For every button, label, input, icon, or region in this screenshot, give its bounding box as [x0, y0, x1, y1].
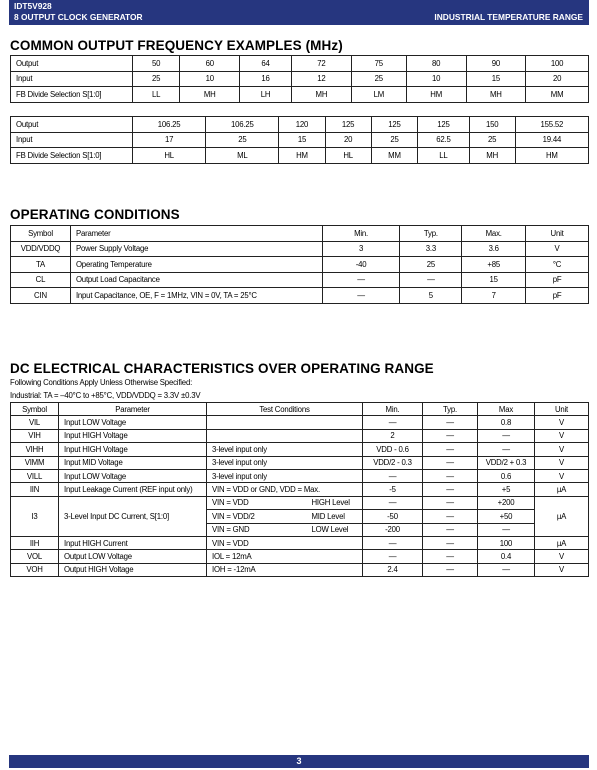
table-row	[11, 469, 589, 482]
table-row	[11, 563, 589, 576]
typ-cell: —	[423, 483, 478, 496]
header-row	[11, 403, 589, 416]
condition-cell: VIN = GND	[207, 523, 307, 536]
min-cell: —	[363, 416, 423, 429]
operating-conditions-title: OPERATING CONDITIONS	[10, 207, 180, 222]
freq-value: 64	[240, 56, 292, 72]
freq-value: 106.25	[206, 117, 279, 133]
symbol-cell: VIHH	[11, 443, 59, 456]
row-label: FB Divide Selection S[1:0]	[11, 87, 133, 103]
max-cell: +50	[478, 510, 535, 523]
freq-value: 10	[180, 71, 240, 87]
freq-value: ML	[206, 148, 279, 164]
parameter-cell: 3-Level Input DC Current, S[1:0]	[59, 496, 207, 536]
table-cell: 3.3	[400, 241, 462, 257]
column-header: Symbol	[11, 403, 59, 416]
symbol-cell: VDD/VDDQ	[11, 241, 71, 257]
freq-row	[11, 71, 589, 87]
column-header: Unit	[526, 226, 589, 242]
table-cell: —	[322, 272, 400, 288]
dc-characteristics-table	[10, 402, 589, 577]
freq-row	[11, 56, 589, 72]
typ-cell: —	[423, 416, 478, 429]
page-number: 3	[296, 756, 302, 766]
freq-value: 10	[406, 71, 466, 87]
freq-value: MH	[180, 87, 240, 103]
table-cell: 3.6	[462, 241, 526, 257]
max-cell: +200	[478, 496, 535, 509]
min-cell: —	[363, 550, 423, 563]
min-cell: 2	[363, 429, 423, 442]
table-cell: 3	[322, 241, 400, 257]
symbol-cell: CIN	[11, 288, 71, 304]
freq-value: 150	[469, 117, 515, 133]
condition-cell: 3-level input only	[207, 443, 363, 456]
freq-value: 75	[351, 56, 406, 72]
typ-cell: —	[423, 496, 478, 509]
typ-cell: —	[423, 550, 478, 563]
min-cell: 2.4	[363, 563, 423, 576]
freq-value: 12	[292, 71, 352, 87]
freq-value: 20	[526, 71, 589, 87]
condition-cell: 3-level input only	[207, 456, 363, 469]
freq-value: 17	[133, 132, 206, 148]
table-cell: 25	[400, 257, 462, 273]
symbol-cell: VILL	[11, 469, 59, 482]
parameter-cell: Output HIGH Voltage	[59, 563, 207, 576]
min-cell: -200	[363, 523, 423, 536]
column-header: Max	[478, 403, 535, 416]
column-header: Unit	[535, 403, 589, 416]
symbol-cell: I3	[11, 496, 59, 536]
parameter-cell: Input LOW Voltage	[59, 469, 207, 482]
freq-value: 125	[325, 117, 371, 133]
table-row	[11, 288, 589, 304]
unit-cell: V	[535, 550, 589, 563]
table-cell: °C	[526, 257, 589, 273]
column-header: Max.	[462, 226, 526, 242]
freq-value: 16	[240, 71, 292, 87]
max-cell: —	[478, 429, 535, 442]
freq-value: 100	[526, 56, 589, 72]
unit-cell: V	[535, 429, 589, 442]
freq-row	[11, 132, 589, 148]
parameter-cell: Input HIGH Current	[59, 536, 207, 549]
column-header: Parameter	[70, 226, 322, 242]
table-cell: +85	[462, 257, 526, 273]
column-header: Typ.	[400, 226, 462, 242]
freq-value: 120	[279, 117, 325, 133]
freq-value: 19.44	[515, 132, 588, 148]
symbol-cell: VIH	[11, 429, 59, 442]
typ-cell: —	[423, 563, 478, 576]
min-cell: -50	[363, 510, 423, 523]
freq-value: MH	[469, 148, 515, 164]
column-header: Test Conditions	[207, 403, 363, 416]
column-header: Symbol	[11, 226, 71, 242]
typ-cell: —	[423, 510, 478, 523]
freq-value: LM	[351, 87, 406, 103]
unit-cell: µA	[535, 496, 589, 536]
part-number: IDT5V928	[14, 1, 52, 11]
freq-value: HM	[406, 87, 466, 103]
symbol-cell: CL	[11, 272, 71, 288]
table-cell: —	[400, 272, 462, 288]
freq-value: 90	[466, 56, 526, 72]
min-cell: —	[363, 469, 423, 482]
max-cell: 0.8	[478, 416, 535, 429]
freq-value: 125	[371, 117, 418, 133]
temperature-range-label: INDUSTRIAL TEMPERATURE RANGE	[434, 12, 583, 22]
symbol-cell: IIH	[11, 536, 59, 549]
level-cell: HIGH Level	[307, 496, 363, 509]
table-cell: pF	[526, 272, 589, 288]
table-row	[11, 241, 589, 257]
typ-cell: —	[423, 536, 478, 549]
symbol-cell: VOH	[11, 563, 59, 576]
parameter-cell: Input Leakage Current (REF input only)	[59, 483, 207, 496]
max-cell: —	[478, 563, 535, 576]
parameter-cell: Input HIGH Voltage	[59, 429, 207, 442]
freq-value: 106.25	[133, 117, 206, 133]
table-cell: V	[526, 241, 589, 257]
unit-cell: V	[535, 563, 589, 576]
table-row	[11, 257, 589, 273]
page-header-bar	[9, 0, 589, 25]
min-cell: -5	[363, 483, 423, 496]
dc-characteristics-title: DC ELECTRICAL CHARACTERISTICS OVER OPERATING RANGE	[10, 361, 434, 376]
freq-value: 50	[133, 56, 180, 72]
condition-cell: VIN = VDD	[207, 496, 307, 509]
max-cell: 100	[478, 536, 535, 549]
symbol-cell: IIN	[11, 483, 59, 496]
level-cell: LOW Level	[307, 523, 363, 536]
freq-value: HL	[325, 148, 371, 164]
condition-cell: IOH = -12mA	[207, 563, 363, 576]
table-row	[11, 483, 589, 496]
parameter-cell: Input LOW Voltage	[59, 416, 207, 429]
freq-value: MM	[526, 87, 589, 103]
table-row	[11, 272, 589, 288]
freq-value: MH	[466, 87, 526, 103]
table-cell: pF	[526, 288, 589, 304]
page-footer-bar	[9, 755, 589, 768]
max-cell: —	[478, 523, 535, 536]
unit-cell: µA	[535, 483, 589, 496]
table-cell: Input Capacitance, OE, F = 1MHz, VIN = 0V, TA = 25°C	[70, 288, 322, 304]
table-cell: Output Load Capacitance	[70, 272, 322, 288]
freq-row	[11, 148, 589, 164]
freq-table-2	[10, 116, 589, 164]
table-row	[11, 429, 589, 442]
freq-value: MM	[371, 148, 418, 164]
document-subtitle: 8 OUTPUT CLOCK GENERATOR	[14, 12, 143, 22]
column-header: Min.	[322, 226, 400, 242]
freq-value: HM	[279, 148, 325, 164]
typ-cell: —	[423, 523, 478, 536]
unit-cell: V	[535, 443, 589, 456]
freq-value: LL	[418, 148, 469, 164]
row-label: FB Divide Selection S[1:0]	[11, 148, 133, 164]
table-row	[11, 536, 589, 549]
i3-row	[11, 496, 589, 509]
typ-cell: —	[423, 429, 478, 442]
max-cell: VDD/2 + 0.3	[478, 456, 535, 469]
freq-value: 62.5	[418, 132, 469, 148]
symbol-cell: VIL	[11, 416, 59, 429]
parameter-cell: Input HIGH Voltage	[59, 443, 207, 456]
freq-value: 72	[292, 56, 352, 72]
freq-value: 25	[133, 71, 180, 87]
freq-row	[11, 117, 589, 133]
symbol-cell: VOL	[11, 550, 59, 563]
unit-cell: V	[535, 469, 589, 482]
symbol-cell: TA	[11, 257, 71, 273]
row-label: Input	[11, 132, 133, 148]
parameter-cell: Output LOW Voltage	[59, 550, 207, 563]
condition-cell: VIN = VDD or GND, VDD = Max.	[207, 483, 363, 496]
typ-cell: —	[423, 443, 478, 456]
typ-cell: —	[423, 456, 478, 469]
column-header: Min.	[363, 403, 423, 416]
freq-value: HM	[515, 148, 588, 164]
table-cell: -40	[322, 257, 400, 273]
freq-value: 80	[406, 56, 466, 72]
freq-value: MH	[292, 87, 352, 103]
max-cell: —	[478, 443, 535, 456]
condition-cell	[207, 416, 363, 429]
condition-cell: VIN = VDD	[207, 536, 363, 549]
freq-value: 15	[466, 71, 526, 87]
table-cell: 15	[462, 272, 526, 288]
table-cell: Power Supply Voltage	[70, 241, 322, 257]
freq-table-1	[10, 55, 589, 103]
max-cell: 0.4	[478, 550, 535, 563]
freq-value: 25	[351, 71, 406, 87]
condition-cell: IOL = 12mA	[207, 550, 363, 563]
column-header: Typ.	[423, 403, 478, 416]
unit-cell: V	[535, 416, 589, 429]
min-cell: —	[363, 496, 423, 509]
min-cell: VDD - 0.6	[363, 443, 423, 456]
table-row	[11, 416, 589, 429]
freq-value: 20	[325, 132, 371, 148]
freq-value: LL	[133, 87, 180, 103]
freq-section-title: COMMON OUTPUT FREQUENCY EXAMPLES (MHz)	[10, 38, 343, 53]
unit-cell: µA	[535, 536, 589, 549]
parameter-cell: Input MID Voltage	[59, 456, 207, 469]
table-row	[11, 456, 589, 469]
table-cell: 5	[400, 288, 462, 304]
row-label: Output	[11, 117, 133, 133]
operating-conditions-table	[10, 225, 589, 304]
condition-cell	[207, 429, 363, 442]
freq-row	[11, 87, 589, 103]
table-cell: 7	[462, 288, 526, 304]
max-cell: 0.6	[478, 469, 535, 482]
symbol-cell: VIMM	[11, 456, 59, 469]
freq-value: 155.52	[515, 117, 588, 133]
row-label: Input	[11, 71, 133, 87]
table-row	[11, 443, 589, 456]
freq-value: HL	[133, 148, 206, 164]
dc-note-industrial: Industrial: TA = –40°C to +85°C, VDD/VDDQ = 3.3V ±0.3V	[10, 391, 201, 400]
table-cell: —	[322, 288, 400, 304]
freq-value: 25	[206, 132, 279, 148]
min-cell: VDD/2 - 0.3	[363, 456, 423, 469]
condition-cell: 3-level input only	[207, 469, 363, 482]
column-header: Parameter	[59, 403, 207, 416]
max-cell: +5	[478, 483, 535, 496]
header-row	[11, 226, 589, 242]
level-cell: MID Level	[307, 510, 363, 523]
min-cell: —	[363, 536, 423, 549]
freq-value: LH	[240, 87, 292, 103]
freq-value: 125	[418, 117, 469, 133]
condition-cell: VIN = VDD/2	[207, 510, 307, 523]
table-cell: Operating Temperature	[70, 257, 322, 273]
freq-value: 15	[279, 132, 325, 148]
dc-note-conditions: Following Conditions Apply Unless Otherwise Specified:	[10, 378, 193, 387]
row-label: Output	[11, 56, 133, 72]
typ-cell: —	[423, 469, 478, 482]
freq-value: 25	[371, 132, 418, 148]
unit-cell: V	[535, 456, 589, 469]
table-row	[11, 550, 589, 563]
freq-value: 25	[469, 132, 515, 148]
freq-value: 60	[180, 56, 240, 72]
